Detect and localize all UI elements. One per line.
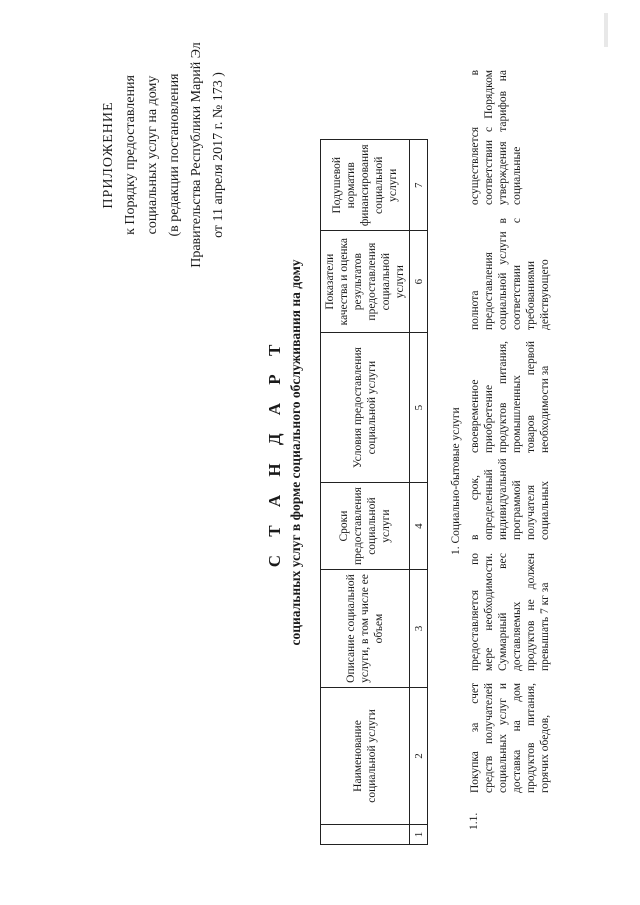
scan-mark bbox=[604, 13, 608, 47]
header-quality: Показатели качества и оценка результатов предоставления социальной услуги bbox=[321, 231, 410, 333]
appendix-line: социальных услуг на дому bbox=[145, 75, 160, 235]
header-financing-norm: Подушевой норматив финансирования социальной услуги bbox=[321, 140, 410, 231]
appendix-block bbox=[98, 5, 230, 305]
column-number: 3 bbox=[410, 570, 428, 688]
column-number: 2 bbox=[410, 688, 428, 825]
header-terms: Сроки предоставления социальной услуги bbox=[321, 483, 410, 570]
financing-norm-cell: осуществляется в соответствии с Порядком утверждения тарифов на социальные bbox=[469, 70, 523, 205]
appendix-line: (в редакции постановления bbox=[167, 73, 182, 237]
document-subtitle: социальных услуг в форме социального обслуживания на дому bbox=[288, 259, 303, 646]
row-number: 1.1. bbox=[468, 812, 480, 830]
column-number: 5 bbox=[410, 333, 428, 483]
header-conditions: Условия предоставления социальной услуги bbox=[321, 333, 410, 483]
standard-table bbox=[320, 139, 428, 845]
document-title: С Т А Н Д А Р Т bbox=[265, 337, 284, 568]
description-cell: предоставляется по мере необходимости. Суммарный вес доставляемых продуктов не должен превышать 7 кг за bbox=[469, 553, 551, 671]
section-title: 1. Социально-бытовые услуги bbox=[450, 407, 462, 555]
quality-cell: полнота предоставления социальной услуги в соответствии с требованиями действующего bbox=[469, 218, 551, 330]
column-number: 1 bbox=[410, 825, 428, 845]
appendix-line: Правительства Республики Марий Эл bbox=[189, 42, 204, 268]
service-name-cell: Покупка за счет средств получателей социальных услуг и доставка на дом продуктов питания, горячих обедов, bbox=[469, 683, 551, 793]
appendix-title: ПРИЛОЖЕНИЕ bbox=[101, 101, 116, 209]
terms-cell: в срок, определенный индивидуальной программой получателя социальных bbox=[469, 458, 551, 540]
column-number: 6 bbox=[410, 231, 428, 333]
header-service-name: Наименование социальной услуги bbox=[321, 688, 410, 825]
header-col-1 bbox=[321, 825, 410, 845]
header-description: Описание социальной услуги, в том числе ее объем bbox=[321, 570, 410, 688]
appendix-line: к Порядку предоставления bbox=[123, 75, 138, 235]
table-header-row bbox=[321, 140, 410, 845]
conditions-cell: своевременное приобретение продуктов питания, промышленных товаров первой необходимости за bbox=[469, 341, 551, 453]
appendix-date-line: от 11 апреля 2017 г. № 173 ) bbox=[211, 72, 226, 238]
column-number-row bbox=[410, 140, 428, 845]
column-number: 4 bbox=[410, 483, 428, 570]
column-number: 7 bbox=[410, 140, 428, 231]
